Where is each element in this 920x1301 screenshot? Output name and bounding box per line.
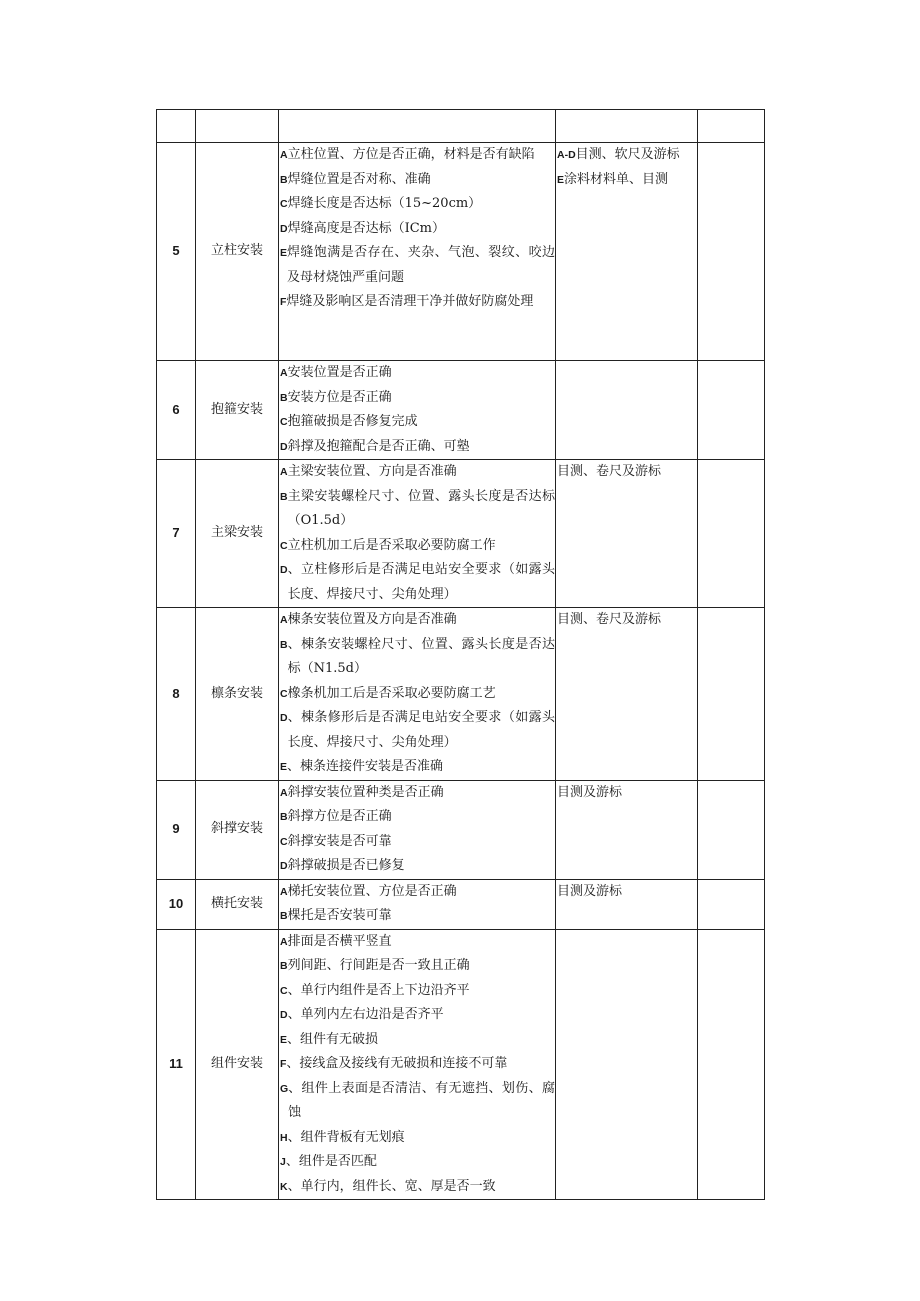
check-item: [279, 410, 555, 435]
row-title: 主梁安装: [196, 460, 279, 608]
check-item-letter: D: [280, 222, 288, 235]
method-item: [556, 168, 697, 193]
check-item-text: 、棟条修形后是否满足电站安全要求（如露头长度、焊接尺寸、尖角处理）: [287, 710, 555, 750]
check-item-letter: H: [280, 1131, 288, 1144]
check-item-text: 抱箍破损是否修复完成: [287, 414, 418, 429]
check-item: [279, 1028, 555, 1053]
remark-cell: [698, 361, 765, 460]
check-item-letter: A: [280, 149, 288, 161]
check-item-letter: B: [280, 910, 288, 922]
check-item-letter: A: [280, 466, 288, 478]
method-cell: [556, 361, 698, 460]
check-item: [279, 143, 555, 168]
header-cell-items: [279, 110, 556, 143]
check-item-text: 安装方位是否正确: [287, 389, 392, 405]
method-item-text: 目测及游标: [557, 883, 623, 899]
table-row: [157, 780, 765, 879]
check-item-text: 、棟条安装螺栓尺寸、位置、露头长度是否达标（N1.5d）: [287, 636, 555, 676]
table-row: [157, 143, 765, 361]
check-item: [279, 682, 555, 707]
check-item: [279, 755, 555, 780]
check-item: [279, 608, 555, 633]
check-item: [279, 830, 555, 855]
remark-cell: [698, 143, 765, 361]
check-item-text: 、接线盒及接线有无破损和连接不可靠: [286, 1056, 508, 1071]
header-row: [157, 110, 765, 143]
method-item-text: 涂料材料单、目测: [564, 171, 669, 187]
check-items-cell: [279, 780, 556, 879]
method-item-text: 目测、卷尺及游标: [557, 612, 662, 627]
check-item-letter: B: [280, 638, 288, 651]
check-item-text: 梯托安装位置、方位是否正确: [287, 883, 457, 899]
check-item-text: 焊缝高度是否达标（ICm）: [287, 220, 446, 236]
check-item-letter: D: [280, 1009, 288, 1021]
row-number: 10: [157, 879, 196, 929]
check-item: [279, 805, 555, 830]
row-title: 檩条安装: [196, 608, 279, 781]
method-item-text: 目测、卷尺及游标: [557, 464, 662, 479]
check-item-letter: D: [280, 564, 288, 576]
row-number: 7: [157, 460, 196, 608]
check-item: [279, 1052, 555, 1077]
row-title: 横托安装: [196, 879, 279, 929]
check-item: [279, 241, 555, 290]
check-item-text: 棵托是否安装可靠: [287, 908, 392, 923]
method-cell: [556, 143, 698, 361]
method-cell: [556, 929, 698, 1200]
check-item-text: 焊缝饱满是否存在、夹杂、气泡、裂纹、咬边及母材烧蚀严重问题: [287, 245, 555, 285]
check-item: [279, 1126, 555, 1151]
check-item: [279, 1150, 555, 1175]
table-row: [157, 929, 765, 1200]
check-item-text: 焊缝位置是否对称、准确: [287, 171, 431, 187]
check-item-letter: E: [280, 761, 288, 773]
check-item-text: 棟条安装位置及方向是否准确: [287, 612, 457, 627]
check-item-text: 、单行内组件是否上下边沿齐平: [287, 982, 470, 998]
check-item-letter: A: [280, 885, 288, 898]
check-item-letter: B: [280, 490, 288, 503]
row-number: 8: [157, 608, 196, 781]
check-item-text: 、立柱修形后是否满足电站安全要求（如露头长度、焊接尺寸、尖角处理）: [287, 562, 555, 602]
row-title: 斜撑安装: [196, 780, 279, 879]
check-item-letter: E: [280, 1033, 288, 1046]
remark-cell: [698, 879, 765, 929]
check-item: [279, 706, 555, 755]
check-item: [279, 854, 555, 879]
check-item-letter: D: [280, 440, 288, 453]
method-cell: [556, 879, 698, 929]
table-row: [157, 879, 765, 929]
check-item-text: 、组件背板有无划痕: [287, 1129, 405, 1145]
header-cell-name: [196, 110, 279, 143]
check-item-text: 立柱机加工后是否采取必要防腐工作: [287, 537, 496, 553]
inspection-table: [156, 109, 765, 1200]
check-item-text: 、组件是否匹配: [285, 1154, 377, 1169]
check-item-letter: C: [280, 416, 288, 428]
method-item: [556, 143, 697, 168]
check-item-text: 安装位置是否正确: [287, 365, 392, 380]
check-item-letter: B: [280, 391, 288, 404]
check-item-letter: C: [280, 539, 288, 552]
check-item-letter: B: [280, 960, 288, 972]
check-item-letter: C: [280, 687, 288, 700]
check-item: [279, 781, 555, 806]
check-items-cell: [279, 460, 556, 608]
check-item: [279, 633, 555, 682]
check-item-letter: E: [280, 247, 288, 259]
check-item: [279, 217, 555, 242]
row-title: 抱箍安装: [196, 361, 279, 460]
check-item: [279, 954, 555, 979]
check-item-letter: A: [280, 786, 288, 799]
header-cell-remark: [698, 110, 765, 143]
check-item-text: 焊缝长度是否达标（15~20cm）: [287, 196, 482, 211]
check-item-letter: G: [280, 1082, 289, 1095]
check-item-letter: A: [280, 367, 288, 379]
check-item-letter: J: [280, 1156, 286, 1168]
row-title: 组件安装: [196, 929, 279, 1200]
check-item: [279, 880, 555, 905]
check-item-text: 主梁安装螺栓尺寸、位置、露头长度是否达标（O1.5d）: [287, 488, 555, 528]
check-item: [279, 534, 555, 559]
row-number: 11: [157, 929, 196, 1200]
method-item-text: 目测及游标: [557, 784, 623, 800]
check-item-letter: D: [280, 860, 288, 872]
table-row: [157, 460, 765, 608]
check-item: [279, 192, 555, 217]
check-item: [279, 558, 555, 607]
check-item-text: 斜撑破损是否已修复: [287, 858, 405, 873]
method-cell: [556, 460, 698, 608]
check-item-text: 橡条机加工后是否采取必要防腐工艺: [287, 685, 496, 701]
method-item-text: 目测、软尺及游标: [575, 147, 680, 162]
row-number: 6: [157, 361, 196, 460]
check-item-letter: F: [280, 1058, 287, 1070]
check-item: [279, 904, 555, 929]
check-item-letter: B: [280, 173, 288, 186]
check-item: [279, 1003, 555, 1028]
check-item-text: 斜撑安装是否可靠: [287, 833, 392, 849]
method-item-letter: E: [557, 173, 565, 186]
check-item-text: 、组件有无破损: [287, 1031, 379, 1047]
check-item: [279, 930, 555, 955]
check-items-cell: [279, 879, 556, 929]
check-item: [279, 290, 555, 315]
header-cell-no: [157, 110, 196, 143]
check-item-text: 、单列内左右边沿是否齐平: [287, 1007, 444, 1022]
table-row: [157, 608, 765, 781]
row-title: 立柱安装: [196, 143, 279, 361]
remark-cell: [698, 608, 765, 781]
check-item-text: 焊缝及影响区是否清理干净并做好防腐处理: [286, 294, 534, 309]
check-items-cell: [279, 929, 556, 1200]
check-item-letter: A: [280, 935, 288, 948]
check-items-cell: [279, 361, 556, 460]
check-item: [279, 435, 555, 460]
check-item-text: 主梁安装位置、方向是否准确: [287, 464, 457, 479]
method-item: [556, 460, 697, 485]
method-cell: [556, 608, 698, 781]
method-item: [556, 880, 697, 905]
remark-cell: [698, 780, 765, 879]
check-item: [279, 460, 555, 485]
check-item-letter: C: [280, 198, 288, 210]
check-item-text: 立柱位置、方位是否正确，材料是否有缺陷: [287, 147, 535, 162]
check-item: [279, 1077, 555, 1126]
table-row: [157, 361, 765, 460]
method-item: [556, 781, 697, 806]
remark-cell: [698, 460, 765, 608]
check-item: [279, 168, 555, 193]
check-item: [279, 386, 555, 411]
check-item-text: 斜撑方位是否正确: [287, 809, 392, 824]
method-cell: [556, 780, 698, 879]
check-item-letter: B: [280, 811, 288, 823]
check-item: [279, 979, 555, 1004]
method-item-letter: A-D: [557, 149, 576, 161]
header-cell-method: [556, 110, 698, 143]
check-item-text: 列间距、行间距是否一致且正确: [287, 958, 470, 973]
remark-cell: [698, 929, 765, 1200]
check-item-letter: K: [280, 1180, 288, 1193]
check-item-text: 、组件上表面是否清洁、有无遮挡、划伤、腐蚀: [288, 1080, 555, 1120]
table-body: [157, 110, 765, 1200]
row-number: 5: [157, 143, 196, 361]
row-number: 9: [157, 780, 196, 879]
check-item-letter: C: [280, 835, 288, 848]
check-item-text: 斜撑及抱箍配合是否正确、可塾: [287, 438, 470, 454]
method-item: [556, 608, 697, 633]
check-item-text: 、单行内，组件长、宽、厚是否一致: [287, 1178, 496, 1194]
check-items-cell: [279, 143, 556, 361]
check-item-text: 排面是否横平竖直: [287, 933, 392, 949]
check-item-letter: A: [280, 614, 288, 626]
check-item-letter: D: [280, 712, 288, 724]
check-item-letter: F: [280, 296, 287, 308]
check-item: [279, 361, 555, 386]
check-item-text: 斜撑安装位置种类是否正确: [287, 784, 444, 800]
check-item: [279, 1175, 555, 1200]
check-item: [279, 485, 555, 534]
check-items-cell: [279, 608, 556, 781]
check-item-text: 、棟条连接件安装是否准确: [287, 759, 444, 774]
check-item-letter: C: [280, 984, 288, 997]
